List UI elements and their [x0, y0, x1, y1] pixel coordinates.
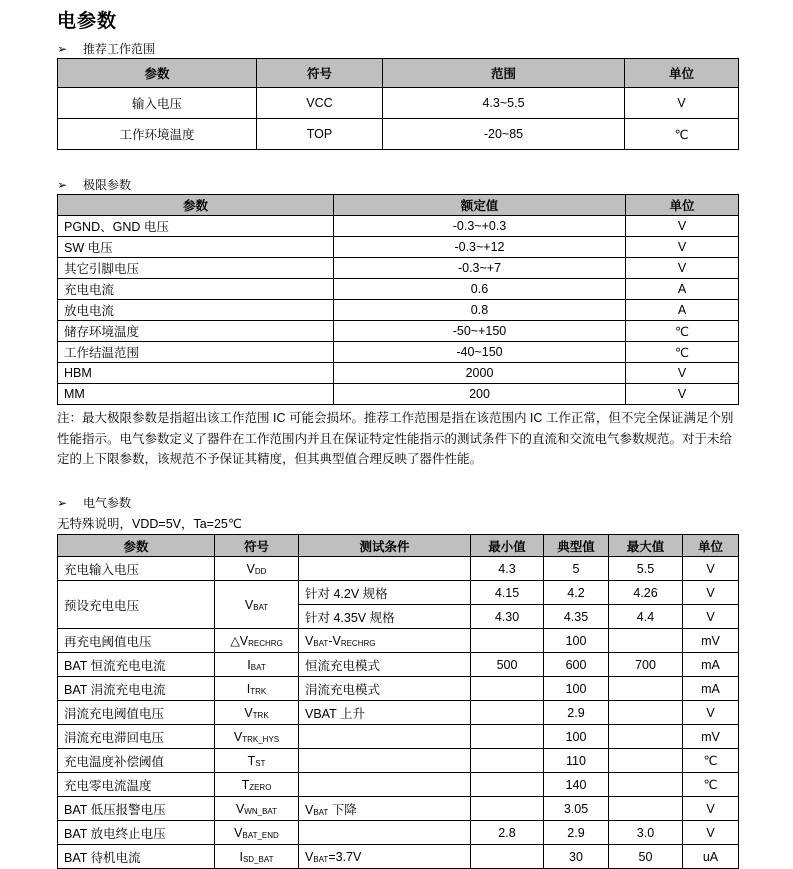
symbol-cell: [215, 701, 299, 725]
param-cell: 充电零电流温度: [58, 773, 215, 797]
symbol-cell: [215, 677, 299, 701]
table-cell: -40~150: [334, 342, 626, 363]
unit-cell: mV: [683, 629, 739, 653]
header-cell: 额定值: [334, 195, 626, 216]
typ-cell: 100: [544, 725, 609, 749]
unit-cell: mA: [683, 653, 739, 677]
table-cell: 0.6: [334, 279, 626, 300]
table-cell: HBM: [58, 363, 334, 384]
symbol-subscript: BAT_END: [242, 830, 279, 840]
min-cell: [471, 677, 544, 701]
max-cell: 3.0: [609, 821, 683, 845]
max-cell: [609, 629, 683, 653]
table-header-row: [58, 195, 739, 216]
table-cell: ℃: [626, 321, 739, 342]
condition-subscript: RECHRG: [340, 638, 376, 648]
table-row: [58, 845, 739, 869]
arrow-bullet-icon: ➢: [57, 42, 68, 56]
section-heading-absolute: [57, 176, 131, 193]
symbol-cell: [215, 557, 299, 581]
min-cell: 4.30: [471, 605, 544, 629]
min-cell: [471, 749, 544, 773]
min-cell: 2.8: [471, 821, 544, 845]
table-cell: V: [626, 384, 739, 405]
unit-cell: V: [683, 701, 739, 725]
symbol-subscript: BAT: [250, 662, 266, 672]
symbol-cell: [215, 725, 299, 749]
condition-cell: [299, 845, 471, 869]
condition-symbol: V: [305, 633, 314, 648]
table-row: [58, 677, 739, 701]
condition-symbol: V: [305, 849, 314, 864]
condition-cell: VBAT 上升: [299, 701, 471, 725]
table-row: [58, 119, 739, 150]
header-cell: 范围: [383, 59, 625, 88]
symbol-cell: [215, 581, 299, 629]
symbol-subscript: TRK: [250, 686, 267, 696]
table-row: [58, 279, 739, 300]
symbol-subscript: ZERO: [249, 782, 272, 792]
table-header-row: [58, 59, 739, 88]
symbol-main: I: [239, 849, 243, 864]
table-row: [58, 363, 739, 384]
table-cell: V: [626, 237, 739, 258]
param-cell: BAT 涓流充电电流: [58, 677, 215, 701]
symbol-subscript: BAT: [253, 602, 269, 612]
table-cell: V: [626, 216, 739, 237]
table-cell: -0.3~+12: [334, 237, 626, 258]
table-row: [58, 701, 739, 725]
header-cell: 参数: [58, 195, 334, 216]
unit-cell: V: [683, 797, 739, 821]
electrical-characteristics-table: [57, 534, 739, 869]
condition-cell: [299, 749, 471, 773]
section-heading-text: 极限参数: [83, 178, 132, 192]
table-cell: 放电电流: [58, 300, 334, 321]
param-cell: BAT 放电终止电压: [58, 821, 215, 845]
symbol-subscript: DD: [254, 566, 267, 576]
typ-cell: 100: [544, 629, 609, 653]
table-cell: 充电电流: [58, 279, 334, 300]
table-cell: ℃: [626, 342, 739, 363]
symbol-cell: [215, 749, 299, 773]
condition-subscript: BAT: [313, 638, 329, 648]
symbol-main: I: [246, 681, 251, 696]
min-cell: [471, 797, 544, 821]
typ-cell: 2.9: [544, 821, 609, 845]
condition-text: =3.7V: [328, 849, 362, 864]
table-cell: TOP: [257, 119, 383, 150]
symbol-subscript: TRK: [252, 710, 269, 720]
unit-cell: uA: [683, 845, 739, 869]
typ-cell: 100: [544, 677, 609, 701]
unit-cell: mV: [683, 725, 739, 749]
symbol-cell: [215, 845, 299, 869]
header-cell: 单位: [626, 195, 739, 216]
symbol-main: I: [247, 657, 251, 672]
table-row: [58, 797, 739, 821]
table-cell: MM: [58, 384, 334, 405]
header-cell: 最大值: [609, 535, 683, 557]
param-cell: 再充电阈值电压: [58, 629, 215, 653]
table-cell: 其它引脚电压: [58, 258, 334, 279]
absolute-ratings-table: [57, 194, 739, 405]
condition-subscript: BAT: [313, 854, 329, 864]
table-cell: 0.8: [334, 300, 626, 321]
header-cell: 典型值: [544, 535, 609, 557]
symbol-subscript: WN_BAT: [244, 806, 278, 816]
header-cell: 测试条件: [299, 535, 471, 557]
condition-cell: 恒流充电模式: [299, 653, 471, 677]
max-cell: [609, 773, 683, 797]
typ-cell: 4.35: [544, 605, 609, 629]
recommended-range-table: [57, 58, 739, 150]
table-cell: -0.3~+7: [334, 258, 626, 279]
condition-cell: [299, 773, 471, 797]
table-row: [58, 88, 739, 119]
symbol-cell: [215, 821, 299, 845]
table-cell: V: [626, 258, 739, 279]
table-row: [58, 653, 739, 677]
min-cell: [471, 845, 544, 869]
max-cell: [609, 797, 683, 821]
symbol-subscript: ST: [255, 758, 266, 768]
typ-cell: 110: [544, 749, 609, 773]
symbol-main: V: [246, 561, 255, 576]
table-row: [58, 557, 739, 581]
max-cell: 4.26: [609, 581, 683, 605]
typ-cell: 2.9: [544, 701, 609, 725]
condition-subscript: BAT: [313, 807, 329, 817]
header-cell: 单位: [625, 59, 739, 88]
symbol-main: T: [247, 753, 256, 768]
table-cell: V: [625, 88, 739, 119]
unit-cell: V: [683, 605, 739, 629]
condition-cell: [299, 797, 471, 821]
min-cell: 4.3: [471, 557, 544, 581]
unit-cell: V: [683, 581, 739, 605]
condition-cell: 涓流充电模式: [299, 677, 471, 701]
symbol-main: △V: [230, 634, 249, 648]
unit-cell: V: [683, 557, 739, 581]
condition-cell: 针对 4.2V 规格: [299, 581, 471, 605]
table-row: [58, 821, 739, 845]
table-row: [58, 725, 739, 749]
unit-cell: ℃: [683, 749, 739, 773]
table-cell: ℃: [625, 119, 739, 150]
table-cell: 200: [334, 384, 626, 405]
unit-cell: ℃: [683, 773, 739, 797]
table-cell: 储存环境温度: [58, 321, 334, 342]
symbol-cell: [215, 773, 299, 797]
symbol-subscript: TRK_HYS: [242, 734, 280, 744]
header-cell: 单位: [683, 535, 739, 557]
min-cell: [471, 725, 544, 749]
symbol-cell: [215, 797, 299, 821]
param-cell: BAT 低压报警电压: [58, 797, 215, 821]
min-cell: 500: [471, 653, 544, 677]
symbol-cell: [215, 629, 299, 653]
condition-symbol: V: [305, 802, 314, 817]
symbol-main: V: [234, 825, 243, 840]
table-cell: A: [626, 279, 739, 300]
table-row: [58, 342, 739, 363]
min-cell: [471, 629, 544, 653]
param-cell: 涓流充电滞回电压: [58, 725, 215, 749]
table-cell: -0.3~+0.3: [334, 216, 626, 237]
max-cell: [609, 725, 683, 749]
max-cell: [609, 749, 683, 773]
param-cell: 涓流充电阈值电压: [58, 701, 215, 725]
unit-cell: V: [683, 821, 739, 845]
table-row: [58, 216, 739, 237]
max-cell: 50: [609, 845, 683, 869]
table-header-row: [58, 535, 739, 557]
typ-cell: 5: [544, 557, 609, 581]
condition-text: 下降: [328, 802, 357, 817]
table-row: [58, 321, 739, 342]
symbol-main: V: [235, 801, 245, 816]
arrow-bullet-icon: ➢: [57, 496, 68, 510]
typ-cell: 600: [544, 653, 609, 677]
symbol-main: T: [241, 777, 250, 792]
param-cell: BAT 待机电流: [58, 845, 215, 869]
symbol-main: V: [244, 597, 254, 612]
table-cell: 工作环境温度: [58, 119, 257, 150]
table-cell: 4.3~5.5: [383, 88, 625, 119]
symbol-main: V: [244, 705, 253, 720]
param-cell: BAT 恒流充电电流: [58, 653, 215, 677]
condition-cell: [299, 629, 471, 653]
symbol-main: V: [233, 729, 243, 744]
typ-cell: 4.2: [544, 581, 609, 605]
symbol-subscript: RECHRG: [248, 639, 283, 648]
page-title: 电参数: [57, 11, 118, 32]
table-row: [58, 773, 739, 797]
table-cell: A: [626, 300, 739, 321]
max-cell: 5.5: [609, 557, 683, 581]
param-cell: 预设充电电压: [58, 581, 215, 629]
header-cell: 最小值: [471, 535, 544, 557]
table-row: [58, 384, 739, 405]
min-cell: [471, 773, 544, 797]
condition-cell: [299, 821, 471, 845]
typ-cell: 140: [544, 773, 609, 797]
table-cell: 工作结温范围: [58, 342, 334, 363]
test-condition-text: 无特殊说明，VDD=5V，Ta=25℃: [57, 517, 242, 531]
section-heading-recommended: [57, 40, 155, 57]
max-cell: [609, 701, 683, 725]
table-cell: 2000: [334, 363, 626, 384]
symbol-cell: [215, 653, 299, 677]
table-cell: PGND、GND 电压: [58, 216, 334, 237]
min-cell: [471, 701, 544, 725]
table-cell: V: [626, 363, 739, 384]
section-heading-text: 推荐工作范围: [83, 42, 156, 56]
table-cell: SW 电压: [58, 237, 334, 258]
header-cell: 符号: [257, 59, 383, 88]
header-cell: 符号: [215, 535, 299, 557]
header-cell: 参数: [58, 59, 257, 88]
note-paragraph: 注：最大极限参数是指超出该工作范围 IC 可能会损坏。推荐工作范围是指在该范围内 IC 工作正常，但不完全保证满足个别性能指示。电气参数定义了器件在工作范围内并且在保证特定性能指示的测试条件下的直流和交流电气参数规范。对于未给定的上下限参数，该规范不予保证其精度，但其典型值合理反映了器件性能。: [57, 411, 734, 466]
param-cell: 充电温度补偿阈值: [58, 749, 215, 773]
table-cell: VCC: [257, 88, 383, 119]
max-cell: [609, 677, 683, 701]
unit-cell: mA: [683, 677, 739, 701]
table-row: [58, 258, 739, 279]
typ-cell: 30: [544, 845, 609, 869]
param-cell: 充电输入电压: [58, 557, 215, 581]
table-row: [58, 237, 739, 258]
section-heading-electrical: [57, 494, 131, 511]
condition-text: -V: [328, 633, 341, 648]
table-row: [58, 629, 739, 653]
symbol-subscript: SD_BAT: [242, 854, 274, 864]
max-cell: 700: [609, 653, 683, 677]
section-heading-text: 电气参数: [83, 496, 132, 510]
header-cell: 参数: [58, 535, 215, 557]
arrow-bullet-icon: ➢: [57, 178, 68, 192]
condition-cell: [299, 725, 471, 749]
max-cell: 4.4: [609, 605, 683, 629]
table-cell: -20~85: [383, 119, 625, 150]
typ-cell: 3.05: [544, 797, 609, 821]
table-cell: -50~+150: [334, 321, 626, 342]
condition-cell: [299, 557, 471, 581]
table-cell: 输入电压: [58, 88, 257, 119]
table-row: [58, 749, 739, 773]
table-row: [58, 581, 739, 605]
condition-cell: 针对 4.35V 规格: [299, 605, 471, 629]
min-cell: 4.15: [471, 581, 544, 605]
table-row: [58, 300, 739, 321]
